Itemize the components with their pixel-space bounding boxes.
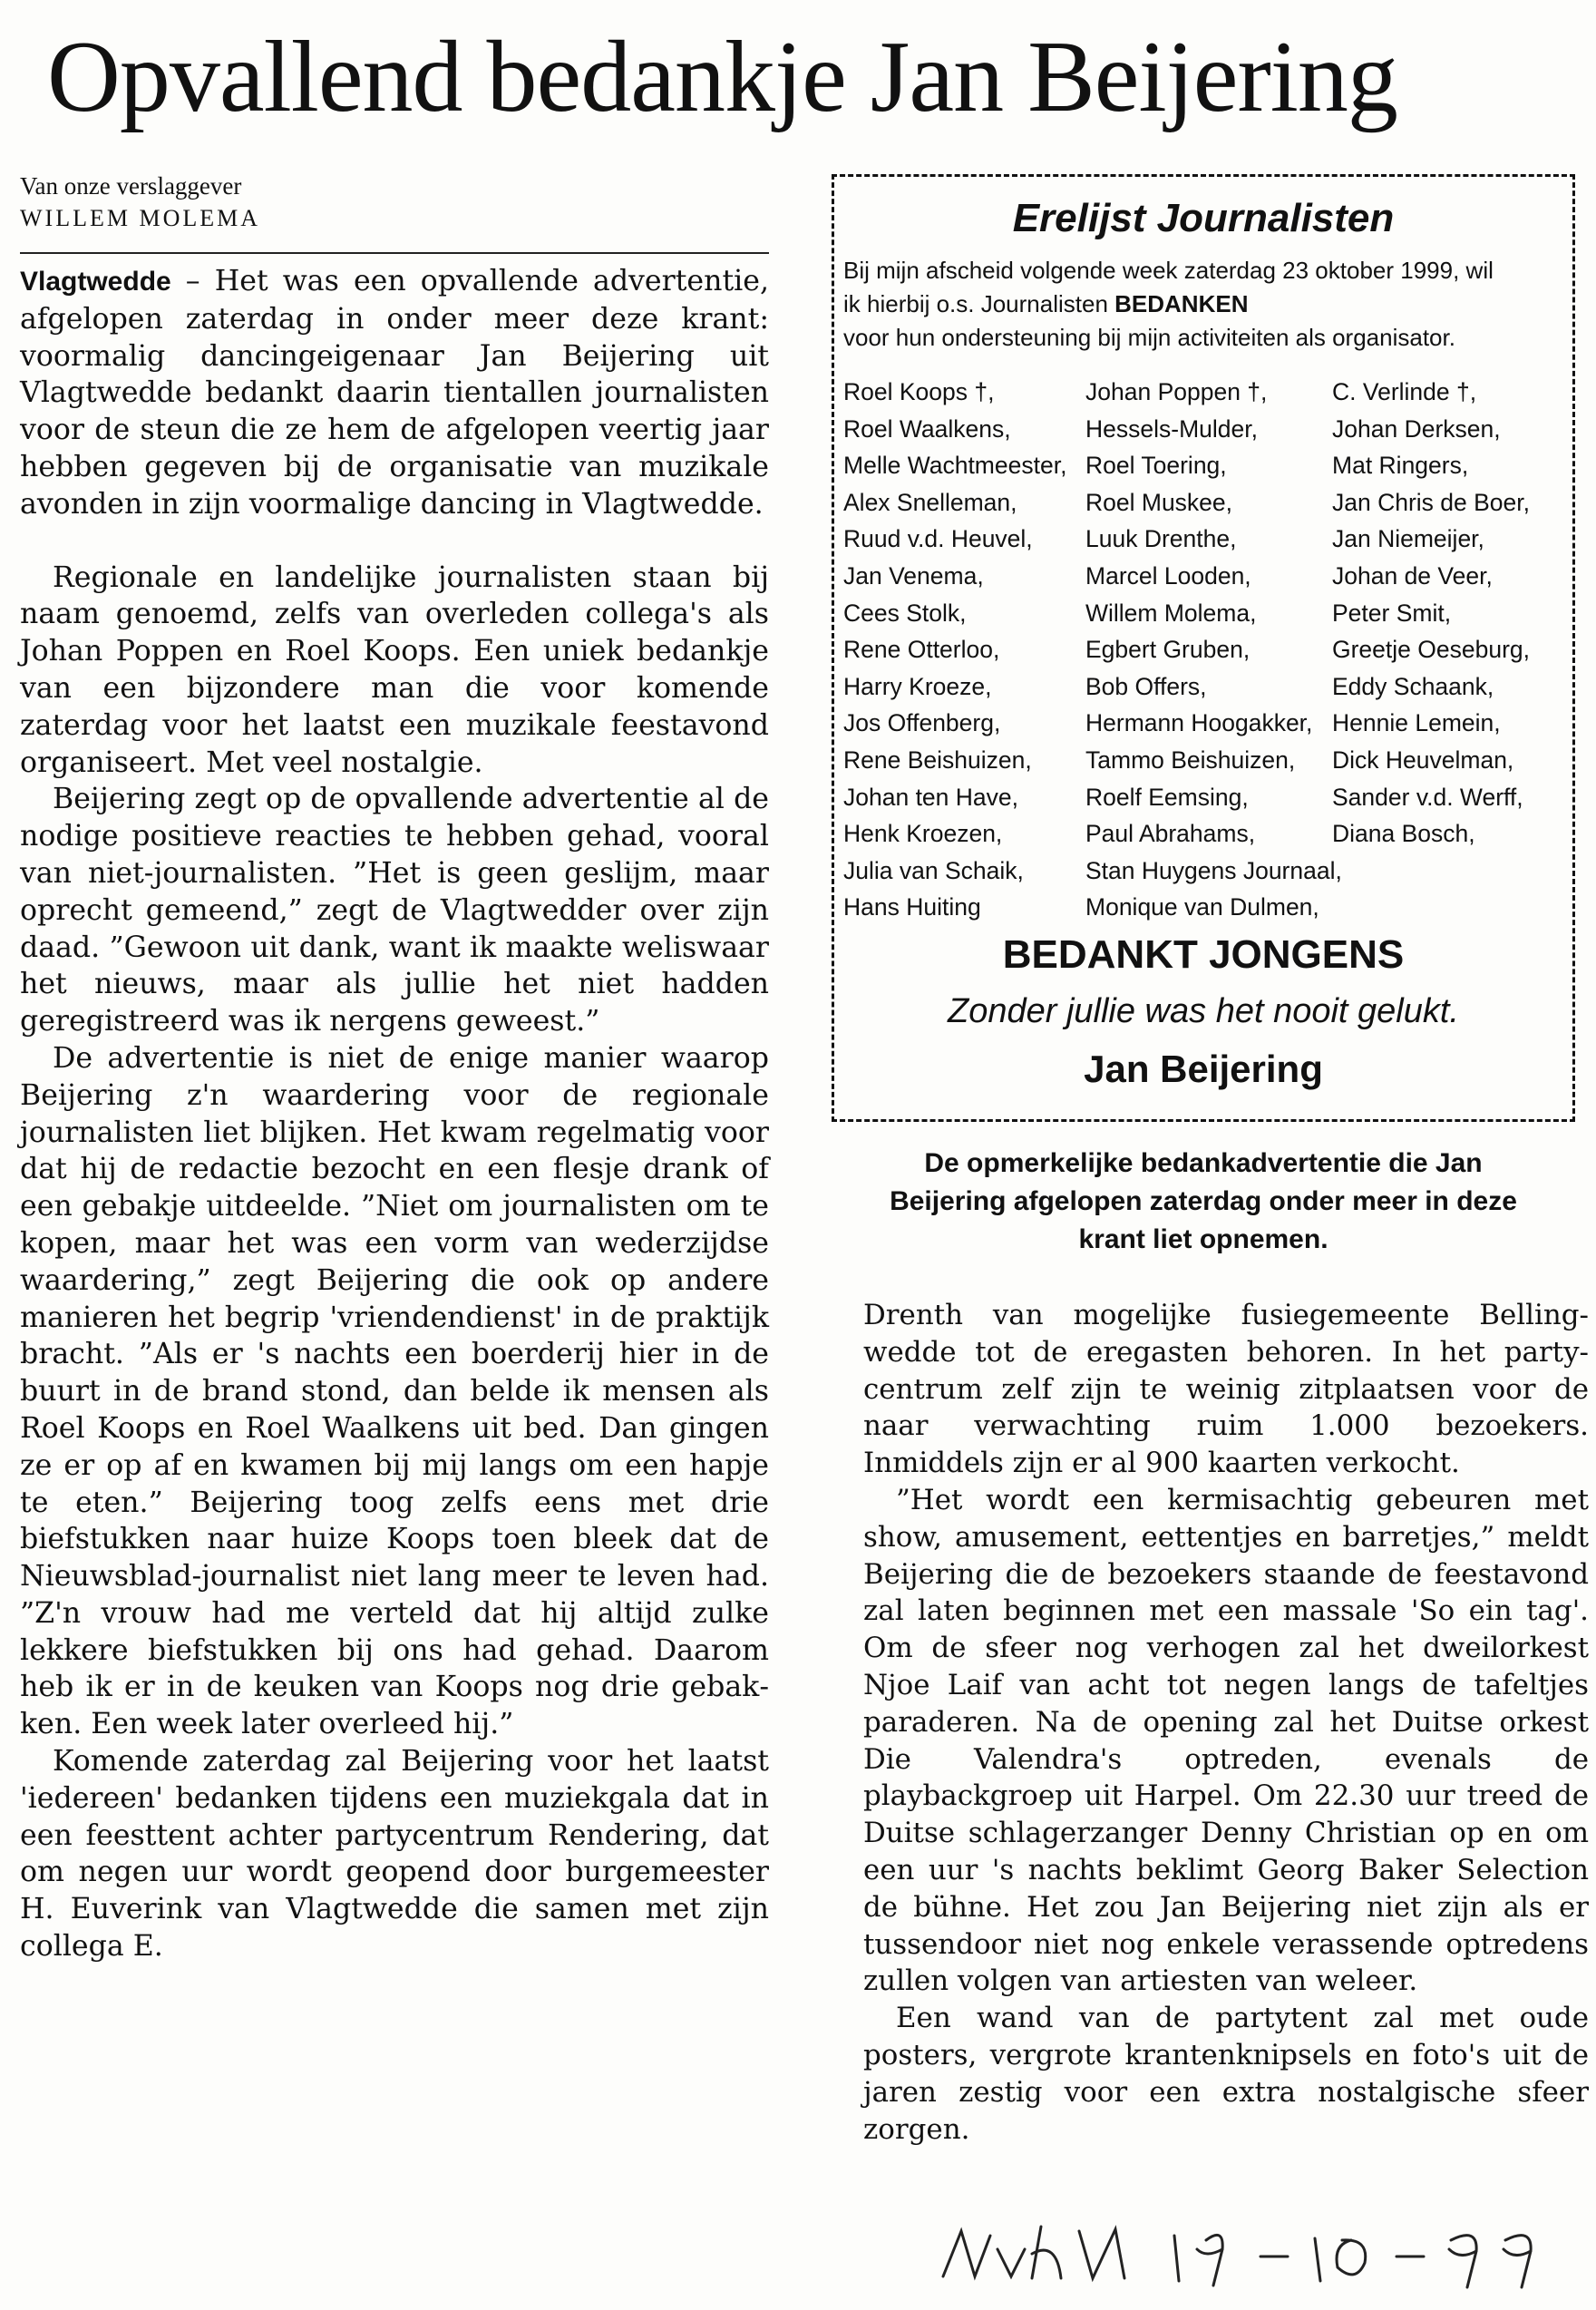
article-lead-text: – Het was een opvallende advertentie, afgelopen zaterdag in onder meer deze krant: voormalig dancingeigenaar Jan Beijering uit Vlagtwedde bedankt daarin tientallen journalisten voor de steun die ze hem de afgelopen veertig jaar hebben gegeven bij de organisatie van muzikale avonden in zijn voormalige dancing in Vlagtwedde. [20,265,769,521]
ad-name-list [843,374,1569,926]
ad-name-entry: Roel Waalkens, [843,414,1011,443]
ad-name-entry: Marcel Looden, [1085,561,1251,590]
ad-name-entry: Ruud v.d. Heuvel, [843,525,1033,553]
article-paragraph: ”Het wordt een kermisachtig gebeuren met show, amusement, eettentjes en barretjes,” meldt Beijering die de bezoekers staande de feestavond zal laten beginnen met een massale 'So ein tag'. Om de sfeer nog verhogen zal het dweilorkest Njoe Laif van acht tot negen langs de tafeltjes paraderen. Na de opening zal het Duitse orkest Die Valendra's optreden, evenals de playbackgroep uit Harpel. Om 22.30 uur treed de Duitse schlagerzanger Denny Christian op en om een uur 's nachts beklimt Georg Baker Selection de bühne. Het zou Jan Beijering niet zijn als er tussendoor niet nog enkele verassende optredens zullen volgen van artiesten van weleer. [863,1483,1589,1998]
ad-name-entry: Johan de Veer, [1332,561,1493,590]
caption-line: krant liet opnemen. [1078,1224,1328,1254]
ad-intro-line: voor hun ondersteuning bij mijn activiteiten als organisator. [843,324,1455,351]
ad-name-entry: Sander v.d. Werff, [1332,783,1523,811]
ad-name-entry: Alex Snelleman, [843,488,1017,516]
ad-name-entry: Luuk Drenthe, [1085,525,1237,553]
ad-name-entry: Egbert Gruben, [1085,636,1251,664]
article-paragraph: Een wand van de partytent zal met oude posters, vergrote krantenknipsels en foto's uit de jaren zestig voor een extra nostalgische sfeer zorgen. [863,2002,1589,2146]
article-paragraph: Komende zaterdag zal Beijering voor het laatst 'iedereen' bedanken tijdens een muziekgala dat in een feesttent achter partycentrum Rendering, dat om negen uur wordt geopend door burgemeester H. Euverink van Vlagtwedde die samen met zijn collega E. [20,1745,769,1964]
ad-name-entry: Jan Niemeijer, [1332,525,1484,553]
ad-name-entry: Dick Heuvelman, [1332,746,1514,774]
ad-name-entry: Mat Ringers, [1332,452,1469,480]
ad-title: Erelijst Journalisten [1012,196,1395,240]
ad-name-entry: Roel Koops †, [843,378,995,405]
ad-name-entry: Willem Molema, [1085,599,1257,627]
ad-name-entry: Harry Kroeze, [843,672,992,700]
ad-thanks: BEDANKT JONGENS [1002,932,1405,977]
ad-name-entry: Johan ten Have, [843,783,1018,811]
ad-name-entry: Roelf Eemsing, [1085,783,1249,811]
ad-name-entry: Johan Poppen †, [1085,378,1268,405]
ad-name-entry: Hessels-Mulder, [1085,414,1258,443]
ad-name-entry: Hans Huiting [843,893,981,921]
ad-name-entry: Jos Offenberg, [843,709,1001,737]
article-paragraph [20,263,769,523]
article-column-right [863,1297,1589,2148]
ad-name-entry: Henk Kroezen, [843,820,1003,848]
byline-intro: Van onze verslaggever [20,172,242,200]
ad-name-entry: Hermann Hoogakker, [1085,709,1313,737]
ad-name-entry: Rene Beishuizen, [843,746,1032,774]
headline: Opvallend bedankje Jan Beijering [47,21,1397,133]
caption-line: Beijering afgelopen zaterdag onder meer in deze [890,1186,1517,1216]
ad-name-entry: Roel Muskee, [1085,488,1233,516]
ad-name-entry: Peter Smit, [1332,599,1452,627]
ad-name-entry: C. Verlinde †, [1332,378,1477,405]
ad-name-entry [1332,889,1568,926]
ad-name-entry [1332,853,1568,890]
byline-divider [20,252,769,254]
caption-line: De opmerkelijke bedankadvertentie die Jan [924,1148,1483,1178]
ad-name-entry: Johan Derksen, [1332,414,1501,443]
article-paragraph: De advertentie is niet de enige manier waarop Beijering z'n waardering voor de regionale journalisten liet blijken. Het kwam regelmatig voor dat hij de redactie bezocht en een flesje drank of een gebakje uitdeelde. ”Niet om journalisten om te kopen, maar het was een vorm van wederzijdse waardering,” zegt Beijering die ook op andere manieren het begrip 'vriendendienst' in de praktijk bracht. ”Als er 's nachts een boerderij hier in de buurt in de brand stond, dan belde ik mensen als Roel Koops en Roel Waalkens uit bed. Dan gingen ze er op af en kwamen bij mij langs om een hapje te eten.” Beijering toog zelfs eens met drie biefstukken naar huize Koops toen bleek dat de Nieuwsblad-journalist niet lang meer te leven had. ”Z'n vrouw had me verteld dat hij altijd zulke lekkere biefstukken bij ons had gehad. Daarom heb ik er in de keuken van Koops nog drie gebakken. Een week later overleed hij.” [20,1041,769,1741]
ad-name-entry: Paul Abrahams, [1085,820,1256,848]
ad-name-entry: Melle Wachtmeester, [843,452,1067,480]
ad-name-entry: Tammo Beishuizen, [1085,746,1296,774]
ad-name-entry: Eddy Schaank, [1332,672,1494,700]
ad-name-entry: Jan Venema, [843,561,984,590]
ad-name-entry: Jan Chris de Boer, [1332,488,1531,516]
ad-intro-emphasis: BEDANKEN [1114,290,1249,317]
ad-name-entry: Cees Stolk, [843,599,967,627]
ad-name-entry: Greetje Oeseburg, [1332,636,1531,664]
ad-name-entry: Julia van Schaik, [843,856,1024,884]
dateline: Vlagtwedde [20,267,171,297]
article-paragraph: Regionale en landelijke journalisten staan bij naam genoemd, zelfs van overleden collega's als Johan Poppen en Roel Koops. Een uniek bedankje van een bijzondere man die voor komende zaterdag voor het laatst een muzikale feestavond organiseert. Met veel nostalgie. [20,560,769,779]
ad-intro-line: Bij mijn afscheid volgende week zaterdag 23 oktober 1999, wil [843,257,1494,284]
ad-name-entry: Rene Otterloo, [843,636,1000,664]
article-paragraph: Drenth van mogelijke fusiegemeente Bellingwedde tot de eregasten behoren. In het partycentrum zelf zijn te weinig zitplaatsen voor de naar verwachting ruim 1.000 bezoekers. Inmiddels zijn er al 900 kaarten verkocht. [863,1299,1589,1480]
article-paragraph: Beijering zegt op de opvallende advertentie al de nodige positieve reacties te hebben gehad, vooral van niet-journalisten. ”Het is geen geslijm, maar oprecht gemeend,” zegt de Vlagtwedder over zijn daad. ”Gewoon uit dank, want ik maakte weliswaar het nieuws, maar als jullie het niet hadden geregistreerd was ik nergens geweest.” [20,783,769,1038]
ad-name-entry: Hennie Lemein, [1332,709,1501,737]
ad-tagline: Zonder jullie was het nooit gelukt. [948,992,1459,1030]
article-column-left [20,263,769,1965]
ad-intro-text: ik hierbij o.s. Journalisten [843,290,1115,317]
ad-name-entry: Roel Toering, [1085,452,1227,480]
photo-caption [832,1145,1575,1259]
byline-author: WILLEM MOLEMA [20,205,261,231]
ad-signature: Jan Beijering [1084,1048,1323,1090]
ad-name-entry: Diana Bosch, [1332,820,1475,848]
ad-intro [843,254,1560,355]
handwritten-date-note [934,2213,1569,2295]
ad-intro-line [843,288,1560,321]
ad-name-entry: Bob Offers, [1085,672,1207,700]
ad-name-entry: Monique van Dulmen, [1085,893,1319,921]
ad-name-entry: Stan Huygens Journaal, [1085,856,1342,884]
